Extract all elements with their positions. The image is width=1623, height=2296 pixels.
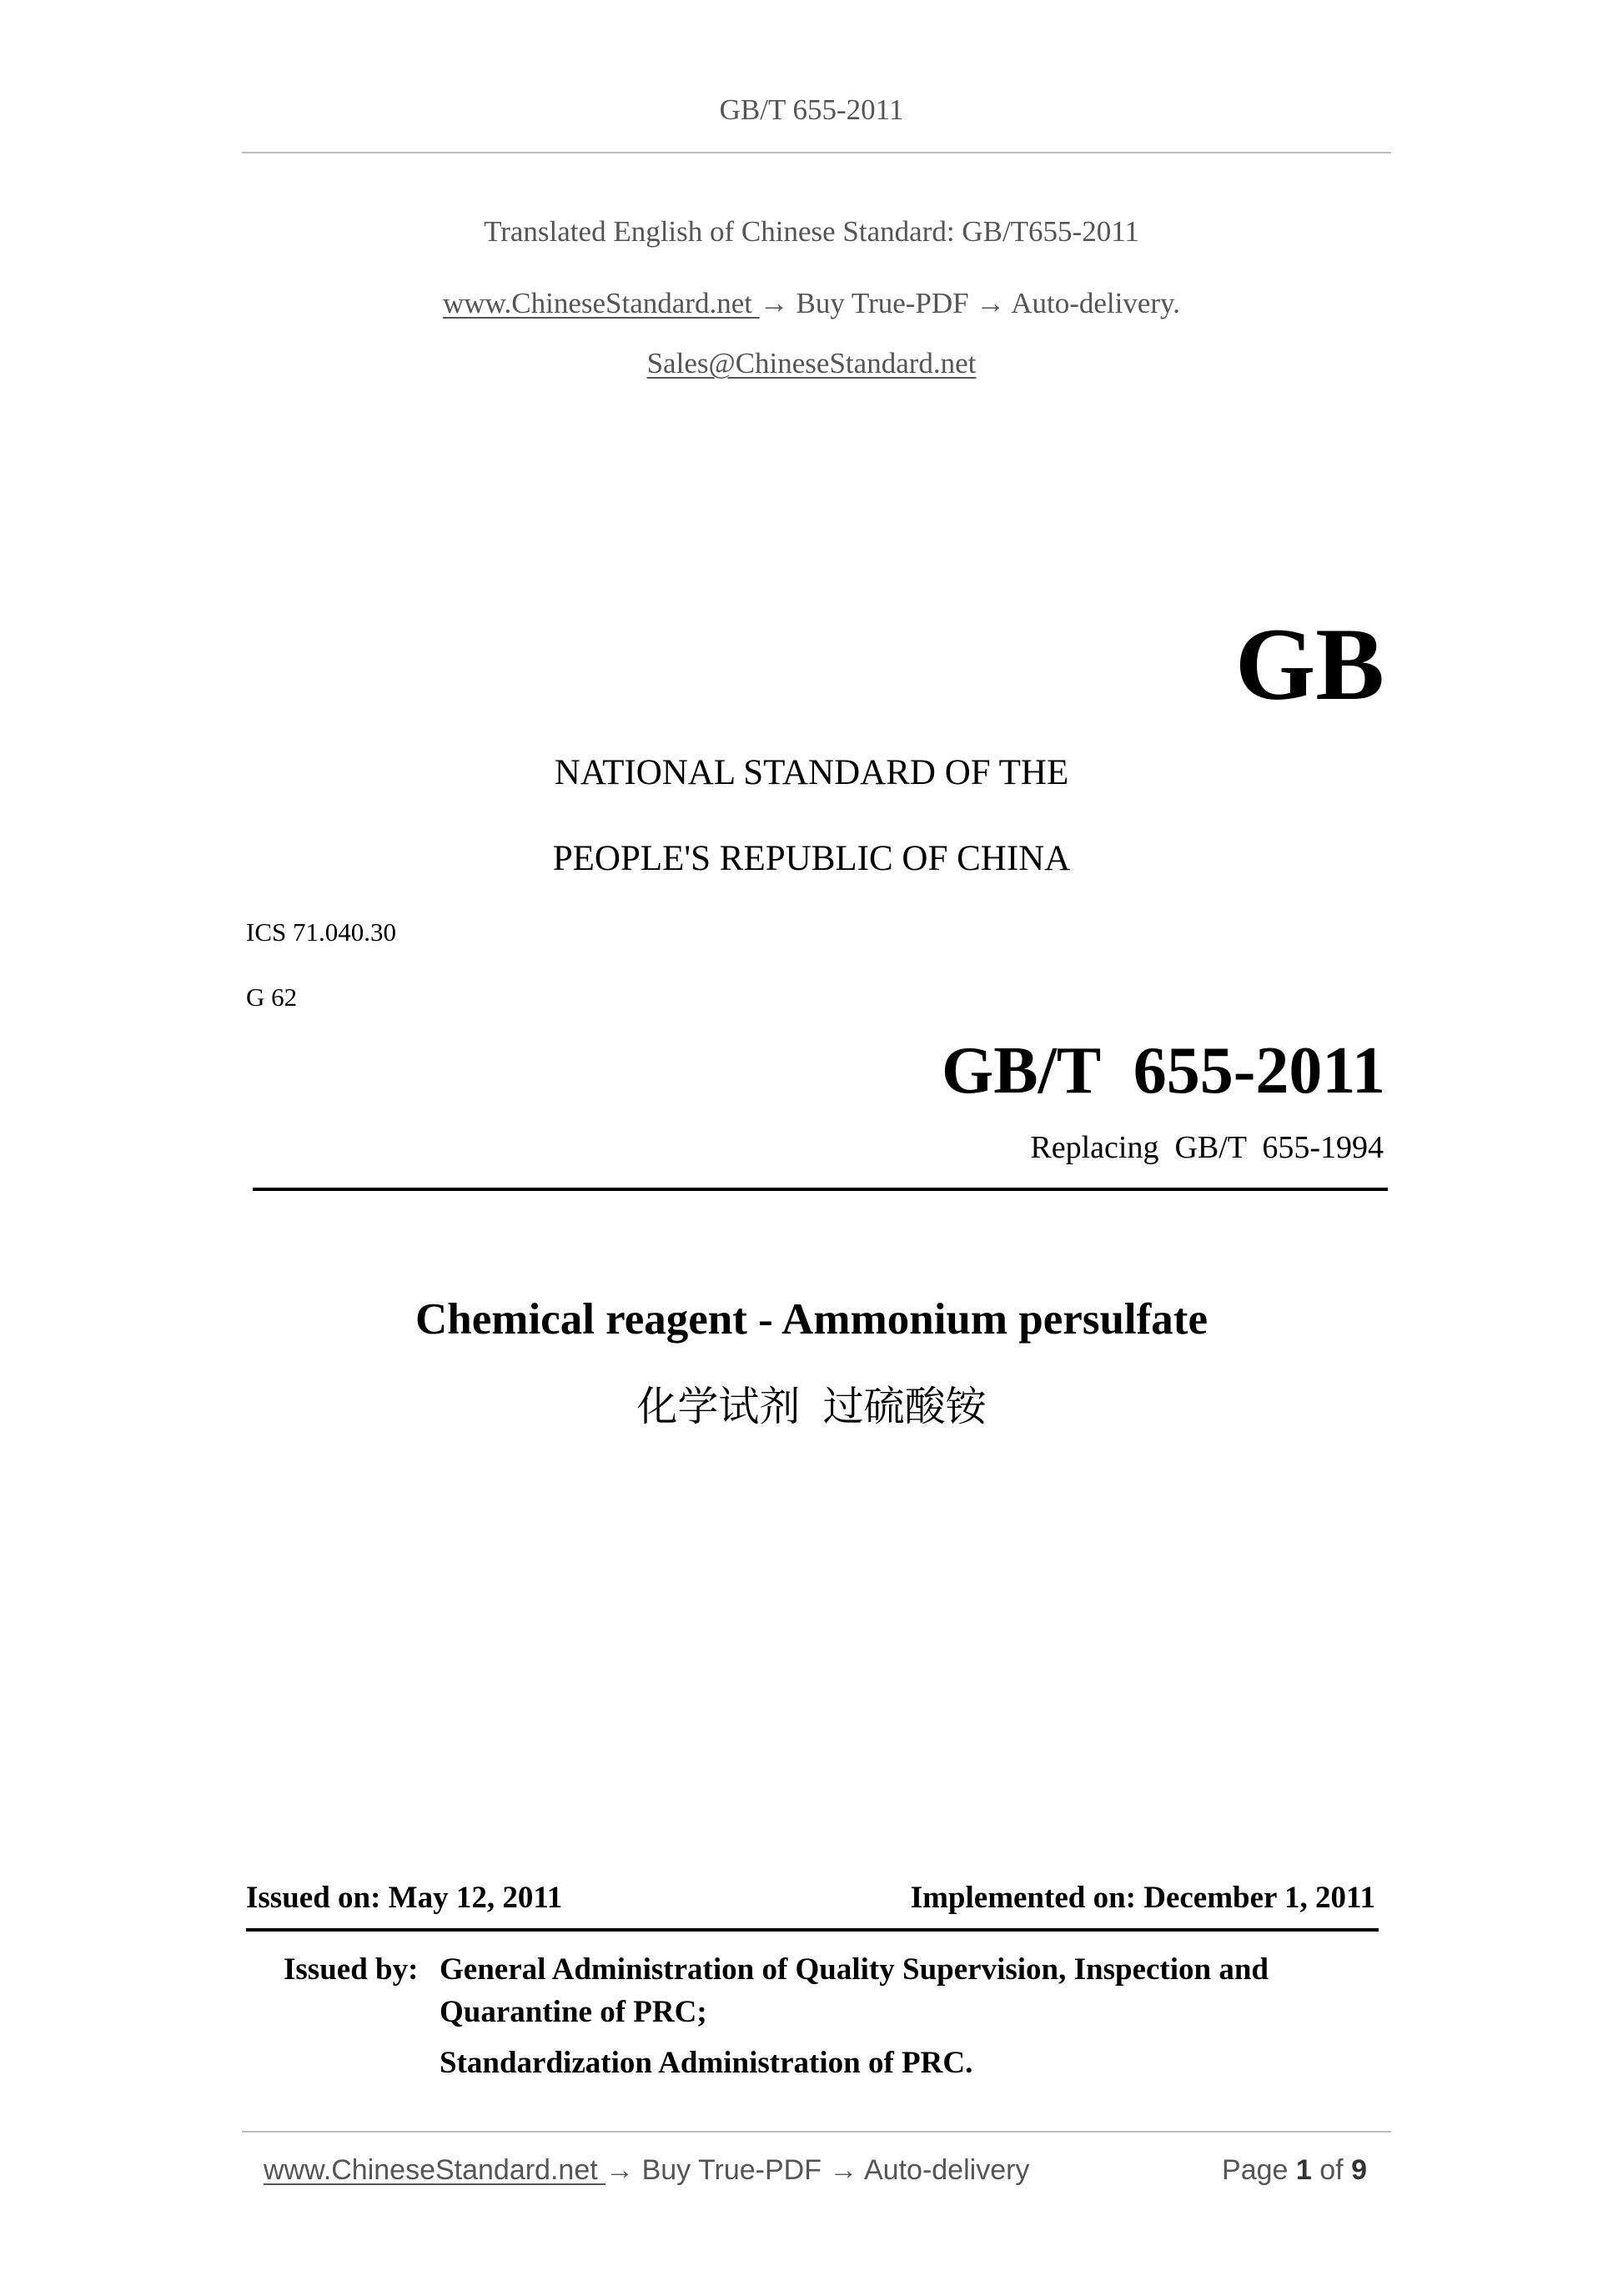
footer-site-link[interactable]: www.ChineseStandard.net [264, 2154, 606, 2186]
issuer-line2: Quarantine of PRC; [440, 1995, 707, 2029]
page-total: 9 [1351, 2154, 1367, 2186]
page-current: 1 [1295, 2154, 1312, 2186]
promo-line: Translated English of Chinese Standard: GB/T655-2011 [484, 215, 1139, 248]
promo-email-line [0, 347, 1623, 380]
gb-mark: GB [1234, 607, 1384, 721]
arrow-icon: → [976, 287, 1006, 319]
arrow-icon: → [605, 2154, 635, 2186]
arrow-icon: → [829, 2154, 858, 2186]
replacing-note: Replacing GB/T 655-1994 [1030, 1130, 1384, 1165]
issuer-line3: Standardization Administration of PRC. [440, 2046, 973, 2080]
promo-buy-line [0, 287, 1623, 320]
national-standard-line1: NATIONAL STANDARD OF THE [554, 753, 1069, 792]
dates-divider [246, 1928, 1379, 1932]
ics-code: ICS 71.040.30 [246, 917, 396, 947]
buy-text: Buy True-PDF [796, 287, 969, 319]
of-word: of [1319, 2154, 1344, 2186]
title-divider [253, 1188, 1388, 1191]
page-indicator [1222, 2154, 1367, 2187]
issued-by-label: Issued by: [284, 1952, 419, 1987]
title-english: Chemical reagent - Ammonium persulfate [415, 1295, 1208, 1344]
ccs-code: G 62 [246, 982, 298, 1012]
national-standard-line2: PEOPLE'S REPUBLIC OF CHINA [552, 839, 1071, 878]
footer-buy-text: Buy True-PDF [641, 2154, 822, 2186]
arrow-icon: → [759, 287, 789, 319]
footer-divider [242, 2131, 1391, 2133]
site-link[interactable]: www.ChineseStandard.net [442, 287, 760, 319]
issuer-line1: General Administration of Quality Supervision, Inspection and [440, 1952, 1269, 1987]
implemented-date: Implemented on: December 1, 2011 [910, 1881, 1375, 1915]
header-divider [242, 152, 1391, 153]
page-word: Page [1222, 2154, 1289, 2186]
title-chinese: 化学试剂 过硫酸铵 [636, 1384, 987, 1429]
issued-date: Issued on: May 12, 2011 [246, 1881, 563, 1915]
standard-number: GB/T 655-2011 [942, 1034, 1385, 1108]
running-header: GB/T 655-2011 [719, 93, 904, 126]
email-link[interactable]: Sales@ChineseStandard.net [646, 347, 977, 379]
auto-delivery-text: Auto-delivery. [1011, 287, 1181, 319]
footer-links [264, 2154, 1029, 2187]
footer-auto-text: Auto-delivery [864, 2154, 1030, 2186]
